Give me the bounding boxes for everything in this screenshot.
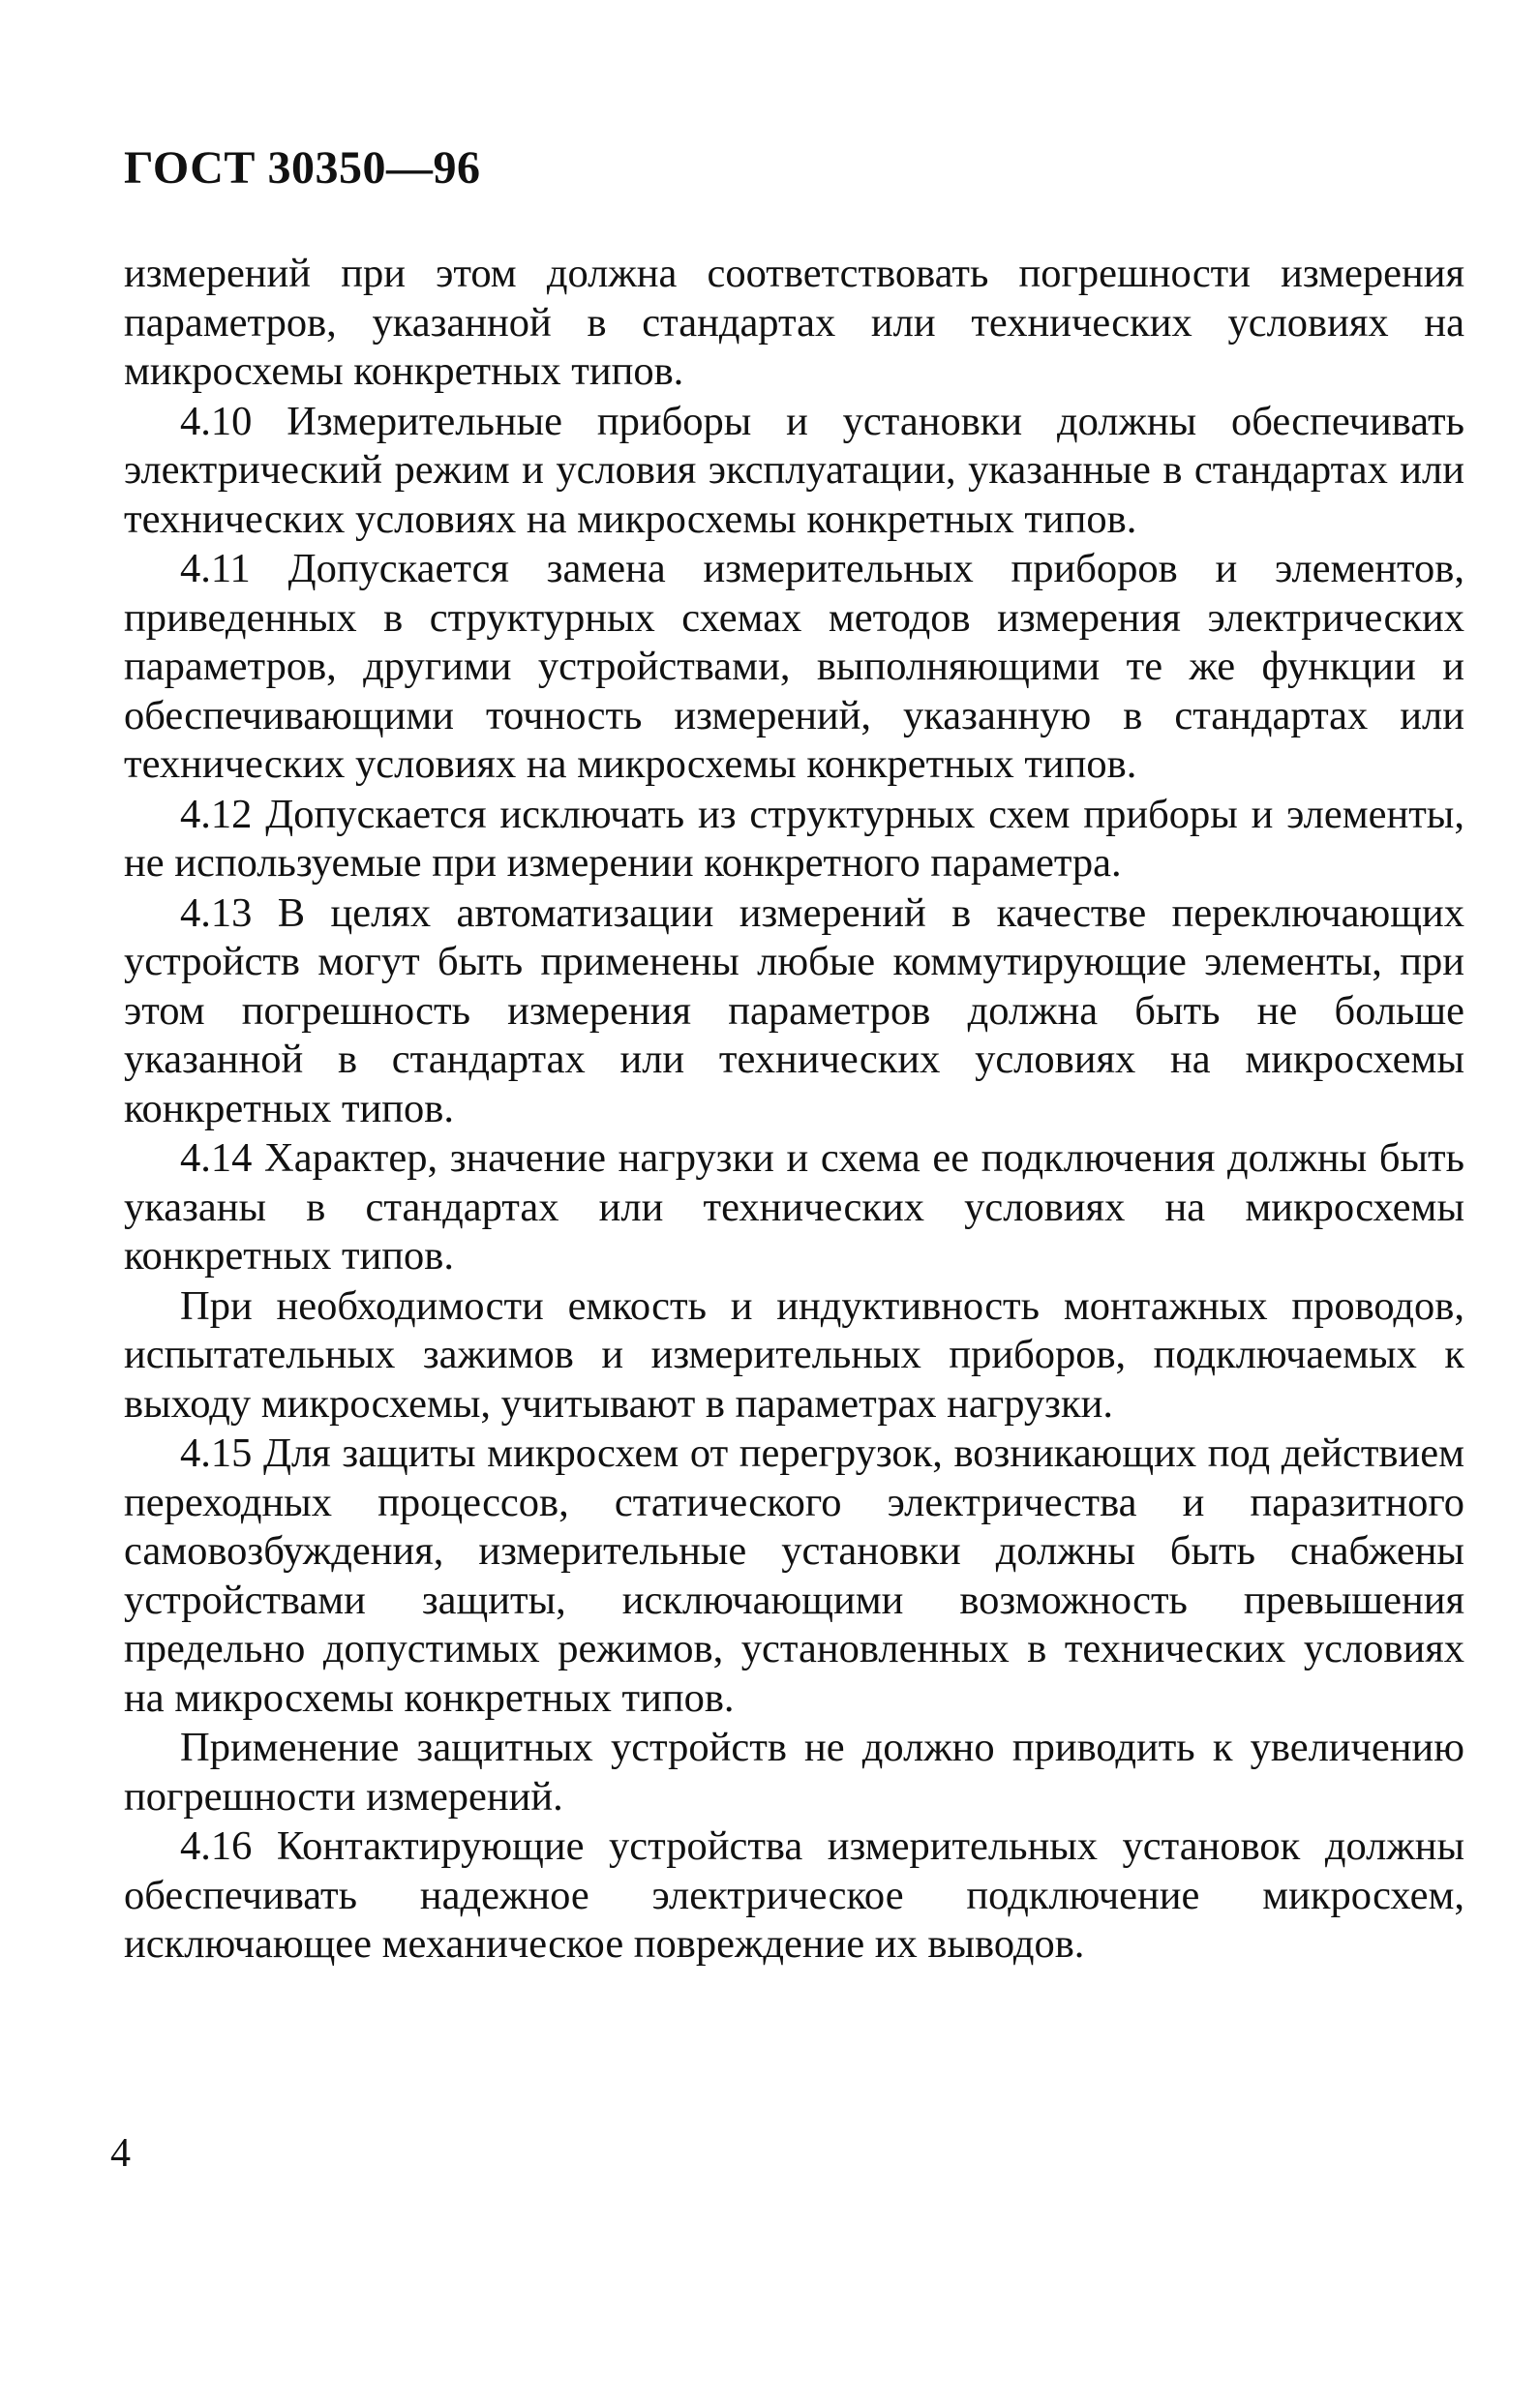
- document-header: ГОСТ 30350—96: [124, 142, 481, 194]
- clause-4-12: 4.12 Допускается исключать из структурных схем приборы и элементы, не используемые при измерении конкретного параметра.: [124, 791, 1464, 886]
- clause-4-16: 4.16 Контактирующие устройства измерительных установок должны обеспечивать надежное электрическое подключение микросхем, исключающее механическое повреждение их выводов.: [124, 1823, 1464, 1967]
- clause-4-14-note: При необходимости емкость и индуктивность монтажных проводов, испытательных зажимов и измерительных приборов, подключаемых к выходу микросхемы, учитывают в параметрах нагрузки.: [124, 1282, 1464, 1427]
- clause-4-14: 4.14 Характер, значение нагрузки и схема ее подключения должны быть указаны в стандартах или технических условиях на микросхемы конкретных типов.: [124, 1135, 1464, 1279]
- page-number: 4: [110, 2131, 131, 2176]
- clause-4-15: 4.15 Для защиты микросхем от перегрузок, возникающих под действием переходных процессов, статического электричества и паразитного самовозбуждения, измерительные установки должны быть снабжены устройствами защиты, исключающими возможность превышения предельно допустимых режимов, установленных в технических условиях на микросхемы конкретных типов.: [124, 1430, 1464, 1721]
- clause-4-15-note: Применение защитных устройств не должно приводить к увеличению погрешности измерений.: [124, 1725, 1464, 1820]
- clause-4-11: 4.11 Допускается замена измерительных приборов и элементов, приведенных в структурных схемах методов измерения электрических параметров, другими устройствами, выполняющими те же функции и обеспечивающими точность измерений, указанную в стандартах или технических условиях на микросхемы конкретных типов.: [124, 546, 1464, 787]
- clause-4-10: 4.10 Измерительные приборы и установки должны обеспечивать электрический режим и условия эксплуатации, указанные в стандартах или технических условиях на микросхемы конкретных типов.: [124, 398, 1464, 542]
- paragraph-continuation: измерений при этом должна соответствовать погрешности измерения параметров, указанной в стандартах или технических условиях на микросхемы конкретных типов.: [124, 251, 1464, 394]
- document-body: [124, 250, 1464, 1971]
- clause-4-13: 4.13 В целях автоматизации измерений в качестве переключающих устройств могут быть применены любые коммутирующие элементы, при этом погрешность измерения параметров должна быть не больше указанной в стандартах или технических условиях на микросхемы конкретных типов.: [124, 889, 1464, 1131]
